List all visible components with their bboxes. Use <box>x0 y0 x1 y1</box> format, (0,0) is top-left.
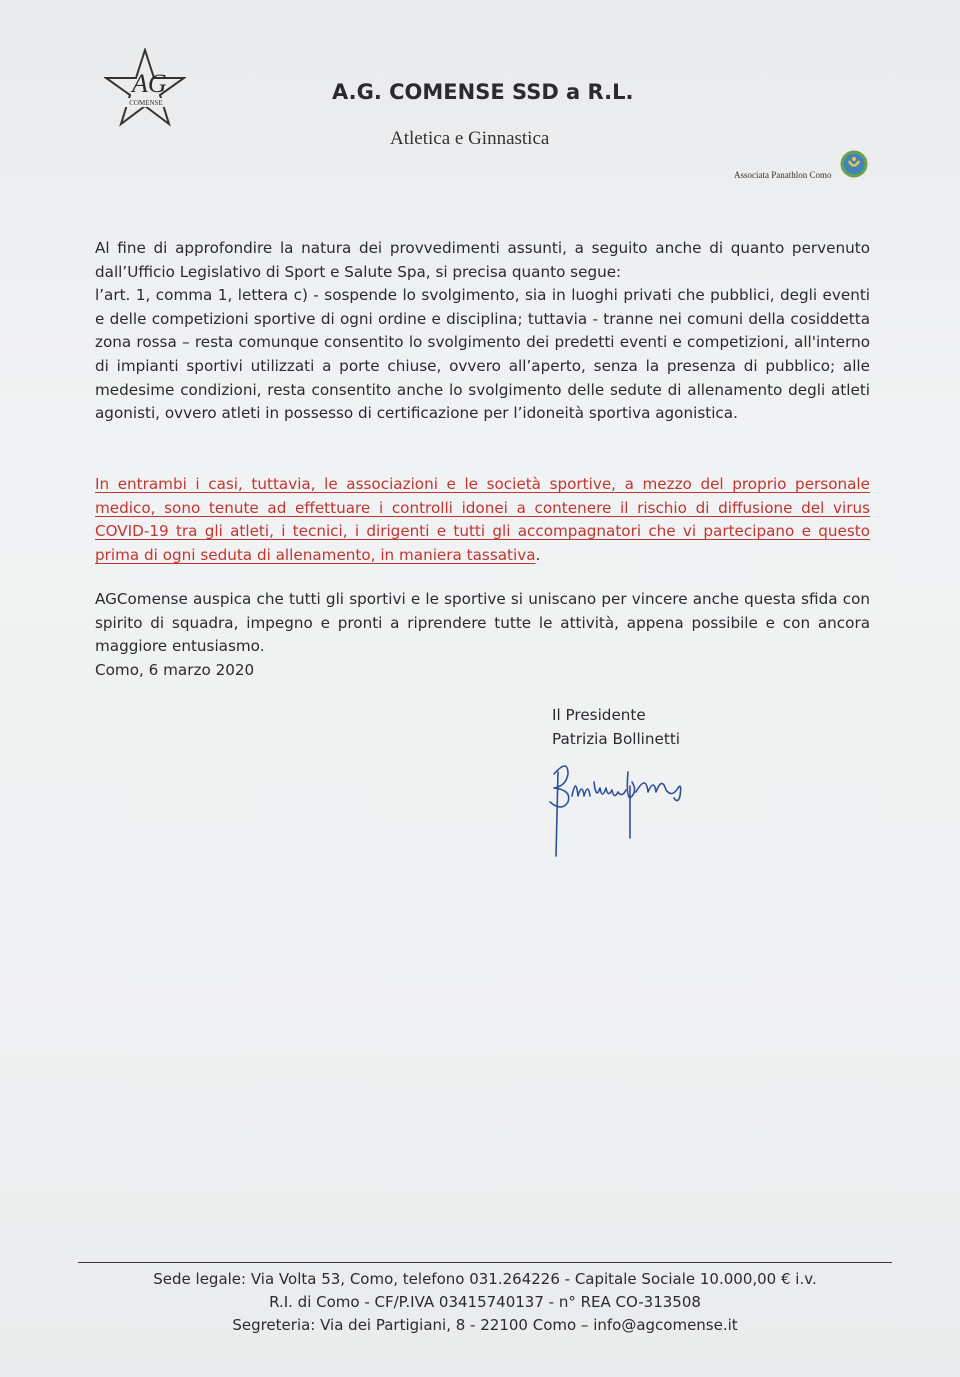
letter-body <box>95 237 870 426</box>
footer-divider <box>78 1262 892 1263</box>
footer-secretariat: Segreteria: Via dei Partigiani, 8 - 22100 Como – info@agcomense.it <box>232 1316 738 1334</box>
footer-registration: R.I. di Como - CF/P.IVA 03415740137 - n° REA CO-313508 <box>269 1293 701 1311</box>
signatory-name: Patrizia Bollinetti <box>552 730 680 748</box>
letter-date: Como, 6 marzo 2020 <box>95 661 255 679</box>
footer-registered-office: Sede legale: Via Volta 53, Como, telefono 031.264226 - Capitale Sociale 10.000,00 € i.v. <box>153 1270 817 1288</box>
highlighted-period: . <box>535 545 541 564</box>
affiliation-text: Associata Panathlon Como <box>734 170 832 180</box>
article-paragraph: l’art. 1, comma 1, lettera c) - sospende lo svolgimento, sia in luoghi privati che pubblici, degli eventi e delle competizioni sportive di ogni ordine e disciplina; tuttavia - tranne nei comuni della cosiddetta zona rossa – resta comunque consentito lo svolgimento dei predetti eventi e competizioni, all'interno di impianti sportivi utilizzati a porte chiuse, ovvero all’aperto, senza la presenza di pubblico; alle medesime condizioni, resta consentito anche lo svolgimento delle sedute di allenamento degli atleti agonisti, ovvero atleti in possesso di certificazione per l’idoneità sportiva agonistica. <box>95 286 870 423</box>
svg-text:AG: AG <box>132 69 167 98</box>
closing-paragraph: AGComense auspica che tutti gli sportivi e le sportive si uniscano per vincere anche questa sfida con spirito di squadra, impegno e pronti a riprendere tutte le attività, appena possibile e con ancora maggiore entusiasmo. <box>95 590 870 656</box>
highlighted-paragraph <box>95 473 870 567</box>
organization-subtitle: Atletica e Ginnastica <box>390 128 550 149</box>
agcomense-logo <box>104 48 186 128</box>
intro-paragraph: Al fine di approfondire la natura dei provvedimenti assunti, a seguito anche di quanto pervenuto dall’Ufficio Legislativo di Sport e Salute Spa, si precisa quanto segue: <box>95 239 870 281</box>
handwritten-signature <box>542 752 692 862</box>
highlighted-text: In entrambi i casi, tuttavia, le associazioni e le società sportive, a mezzo del proprio personale medico, sono tenute ad effettuare i controlli idonei a contenere il rischio di diffusione del virus COVID-19 tra gli atleti, i tecnici, i dirigenti e tutti gli accompagnatori che vi partecipano e questo prima di ogni seduta di allenamento, in maniera tassativa <box>95 475 870 564</box>
svg-text:COMENSE: COMENSE <box>129 99 163 107</box>
signatory-role: Il Presidente <box>552 706 646 724</box>
panathlon-logo-icon <box>840 150 868 178</box>
organization-title: A.G. COMENSE SSD a R.L. <box>332 80 634 104</box>
